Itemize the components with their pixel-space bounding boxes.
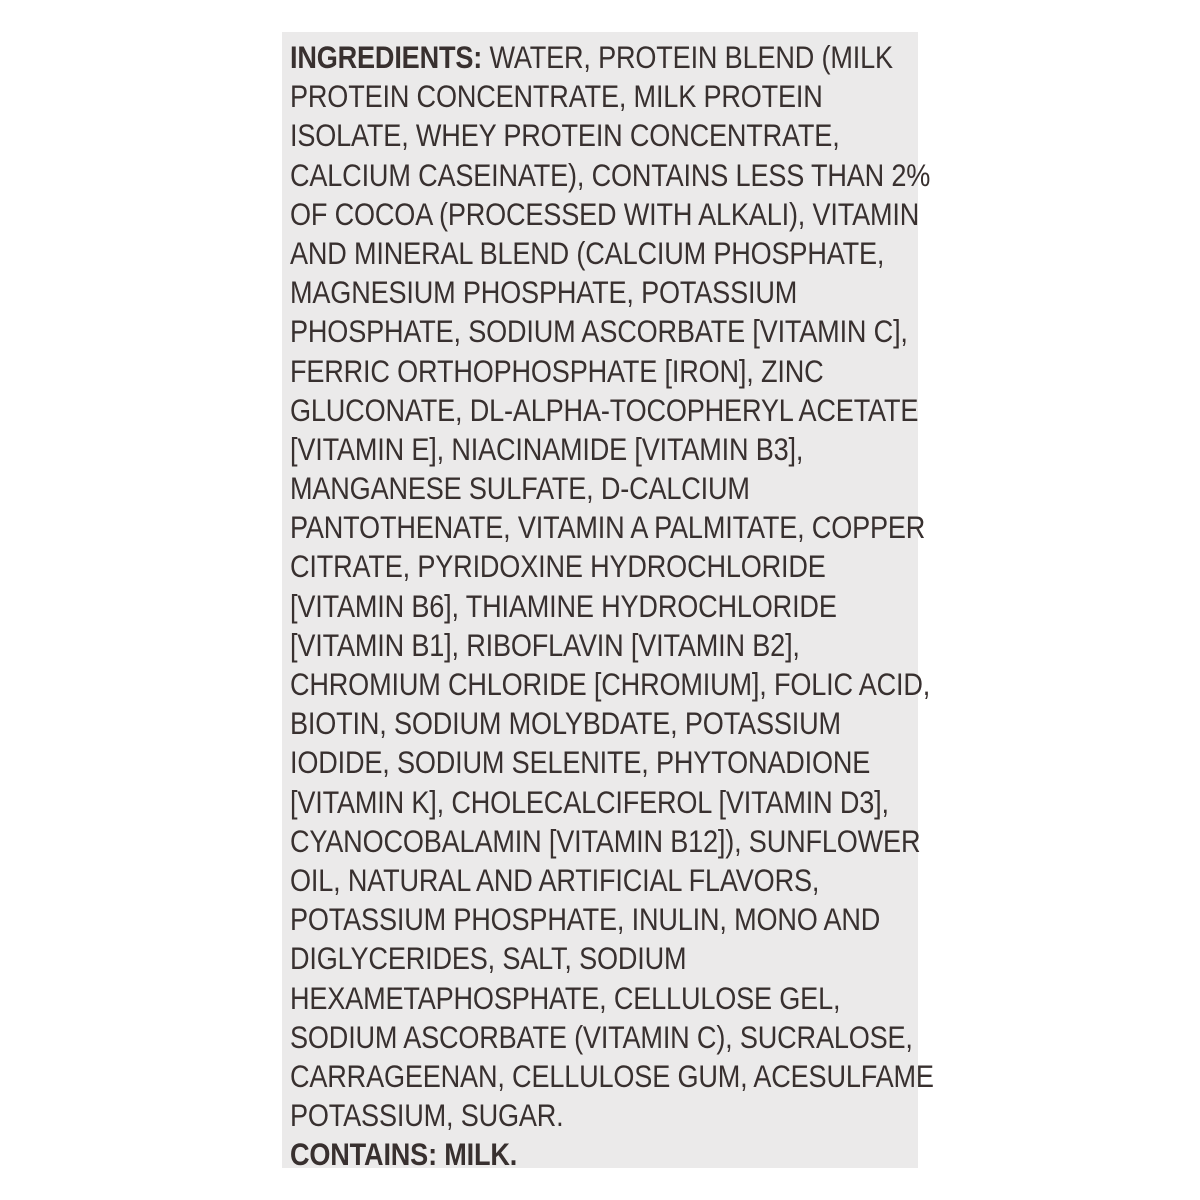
ingredients-line: CYANOCOBALAMIN [VITAMIN B12]), SUNFLOWER	[290, 822, 921, 859]
ingredients-text-block	[290, 38, 934, 1174]
ingredients-line: DIGLYCERIDES, SALT, SODIUM	[290, 940, 687, 977]
ingredients-line: MAGNESIUM PHOSPHATE, POTASSIUM	[290, 274, 798, 311]
ingredients-line: MANGANESE SULFATE, D-CALCIUM	[290, 470, 750, 507]
ingredients-line: PROTEIN CONCENTRATE, MILK PROTEIN	[290, 78, 823, 115]
ingredients-label-panel	[282, 32, 934, 1173]
ingredients-line: FERRIC ORTHOPHOSPHATE [IRON], ZINC	[290, 352, 824, 389]
ingredients-line: [VITAMIN B6], THIAMINE HYDROCHLORIDE	[290, 587, 837, 624]
ingredients-line: OIL, NATURAL AND ARTIFICIAL FLAVORS,	[290, 861, 820, 898]
ingredients-line	[290, 38, 893, 77]
ingredients-line: CHROMIUM CHLORIDE [CHROMIUM], FOLIC ACID,	[290, 666, 931, 702]
ingredients-line: SODIUM ASCORBATE (VITAMIN C), SUCRALOSE,	[290, 1018, 913, 1055]
ingredients-line: POTASSIUM PHOSPHATE, INULIN, MONO AND	[290, 901, 881, 938]
ingredients-line: CITRATE, PYRIDOXINE HYDROCHLORIDE	[290, 548, 826, 585]
ingredients-line: [VITAMIN K], CHOLECALCIFEROL [VITAMIN D3],	[290, 783, 889, 820]
ingredients-line-text: WATER, PROTEIN BLEND (MILK	[482, 39, 893, 75]
ingredients-line: HEXAMETAPHOSPHATE, CELLULOSE GEL,	[290, 979, 841, 1016]
ingredients-line: PHOSPHATE, SODIUM ASCORBATE [VITAMIN C],	[290, 313, 908, 350]
ingredients-line: ISOLATE, WHEY PROTEIN CONCENTRATE,	[290, 117, 840, 154]
ingredients-line: [VITAMIN B1], RIBOFLAVIN [VITAMIN B2],	[290, 626, 800, 663]
ingredients-line: IODIDE, SODIUM SELENITE, PHYTONADIONE	[290, 744, 871, 781]
allergen-contains-statement: CONTAINS: MILK.	[290, 1136, 518, 1173]
ingredients-line: OF COCOA (PROCESSED WITH ALKALI), VITAMIN	[290, 195, 920, 232]
ingredients-line: PANTOTHENATE, VITAMIN A PALMITATE, COPPER	[290, 509, 926, 546]
ingredients-line: CALCIUM CASEINATE), CONTAINS LESS THAN 2%	[290, 156, 931, 193]
ingredients-line: GLUCONATE, DL-ALPHA-TOCOPHERYL ACETATE	[290, 391, 919, 428]
ingredients-line: CARRAGEENAN, CELLULOSE GUM, ACESULFAME	[290, 1057, 934, 1094]
ingredients-line: BIOTIN, SODIUM MOLYBDATE, POTASSIUM	[290, 705, 841, 742]
ingredients-heading: INGREDIENTS:	[290, 39, 483, 75]
ingredients-line: AND MINERAL BLEND (CALCIUM PHOSPHATE,	[290, 234, 885, 271]
ingredients-line: [VITAMIN E], NIACINAMIDE [VITAMIN B3],	[290, 430, 804, 467]
ingredients-line: POTASSIUM, SUGAR.	[290, 1097, 564, 1134]
